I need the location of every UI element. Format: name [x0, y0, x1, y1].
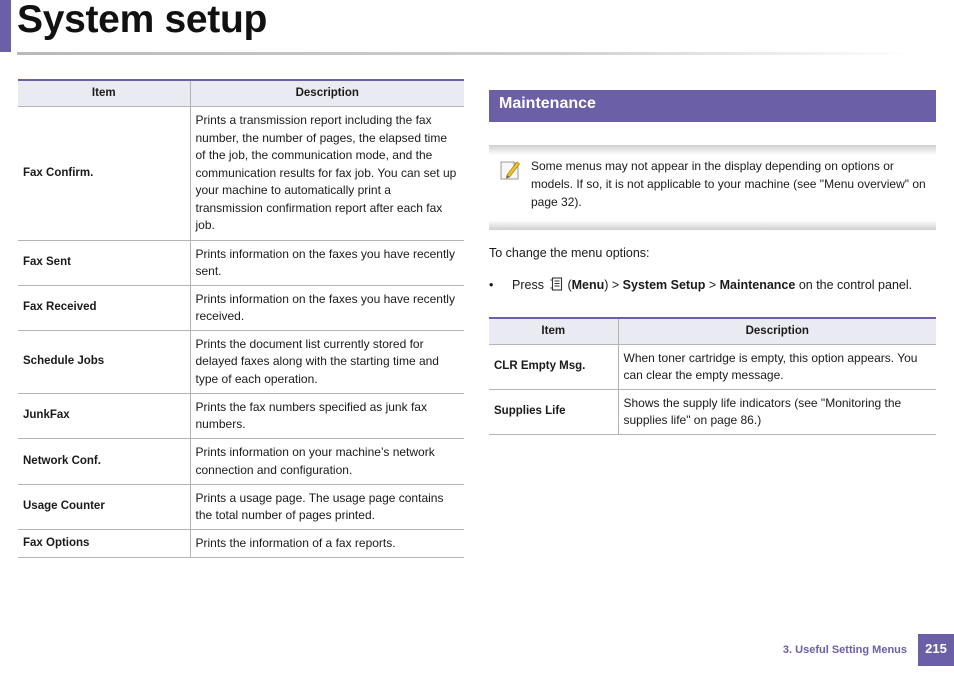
table-header-row — [489, 318, 936, 345]
menu-icon — [550, 277, 564, 295]
note-text: Some menus may not appear in the display depending on options or models. If so, it is not applicable to your machine (see "Menu overview" on page 32). — [531, 159, 926, 209]
footer-chapter: 3. Useful Setting Menus — [782, 644, 907, 656]
step-tail: on the control panel. — [798, 278, 913, 292]
row-item: Schedule Jobs — [18, 331, 190, 394]
table-row — [18, 439, 464, 485]
page-title: System setup — [17, 0, 267, 41]
table-row — [489, 390, 936, 435]
row-item: Fax Options — [18, 530, 190, 558]
note-box — [489, 145, 936, 230]
table-row — [489, 345, 936, 390]
title-divider — [17, 52, 917, 55]
separator: ) > — [604, 278, 620, 292]
row-description: When toner cartridge is empty, this option appears. You can clear the empty message. — [618, 345, 936, 390]
row-item: Network Conf. — [18, 439, 190, 485]
table-row — [18, 394, 464, 439]
instruction-step — [489, 277, 912, 295]
row-item: JunkFax — [18, 394, 190, 439]
table-row — [18, 107, 464, 241]
row-description: Prints the fax numbers specified as junk fax numbers. — [190, 394, 464, 439]
row-description: Prints information on your machine’s network connection and configuration. — [190, 439, 464, 485]
bullet: • — [489, 278, 494, 292]
note-band-top — [489, 145, 936, 155]
column-header-description: Description — [190, 80, 464, 107]
press-label: Press — [512, 278, 544, 292]
row-item: CLR Empty Msg. — [489, 345, 618, 390]
table-row — [18, 331, 464, 394]
table-row — [18, 530, 464, 558]
row-item: Fax Received — [18, 286, 190, 331]
row-item: Fax Confirm. — [18, 107, 190, 241]
page-number: 215 — [918, 634, 954, 666]
maintenance-label: Maintenance — [719, 278, 796, 292]
menu-label: Menu — [571, 278, 605, 292]
row-description: Prints information on the faxes you have recently sent. — [190, 241, 464, 286]
section-heading-maintenance: Maintenance — [489, 90, 936, 122]
system-setup-label: System Setup — [622, 278, 706, 292]
row-item: Usage Counter — [18, 485, 190, 530]
row-description: Prints information on the faxes you have recently received. — [190, 286, 464, 331]
column-header-item: Item — [489, 318, 618, 345]
row-description: Prints the document list currently stored for delayed faxes along with the starting time and type of each operation. — [190, 331, 464, 394]
note-band-bottom — [489, 220, 936, 230]
row-item: Supplies Life — [489, 390, 618, 435]
note-pencil-icon — [498, 158, 522, 182]
row-description: Prints the information of a fax reports. — [190, 530, 464, 558]
fax-reports-table — [18, 79, 464, 558]
separator: > — [708, 278, 717, 292]
table-row — [18, 485, 464, 530]
column-header-item: Item — [18, 80, 190, 107]
column-header-description: Description — [618, 318, 936, 345]
row-description: Shows the supply life indicators (see "Monitoring the supplies life" on page 86.) — [618, 390, 936, 435]
open-paren: ( — [567, 278, 572, 292]
row-description: Prints a usage page. The usage page contains the total number of pages printed. — [190, 485, 464, 530]
accent-bar — [0, 0, 11, 52]
row-item: Fax Sent — [18, 241, 190, 286]
table-header-row — [18, 80, 464, 107]
table-row — [18, 241, 464, 286]
maintenance-table — [489, 317, 936, 435]
intro-text: To change the menu options: — [489, 246, 650, 260]
row-description: Prints a transmission report including the fax number, the number of pages, the elapsed time of the job, the communication mode, and the communication results for fax job. You can set up your machine to automatically print a transmission confirmation report after each fax job. — [190, 107, 464, 241]
table-row — [18, 286, 464, 331]
